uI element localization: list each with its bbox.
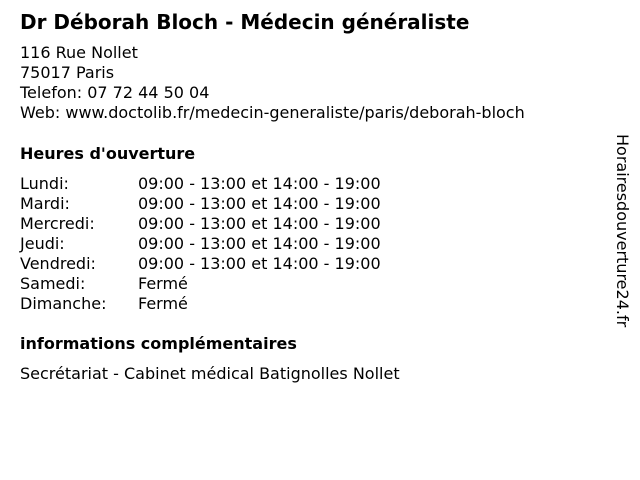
day-label: Samedi: <box>20 274 86 293</box>
day-label: Jeudi: <box>20 234 65 253</box>
day-label: Dimanche: <box>20 294 107 313</box>
additional-info-text: Secrétariat - Cabinet médical Batignolles Nollet <box>20 364 400 383</box>
hours-value: 09:00 - 13:00 et 14:00 - 19:00 <box>138 234 381 253</box>
website-link: Web: www.doctolib.fr/medecin-generaliste/paris/deborah-bloch <box>20 103 525 122</box>
opening-hours-heading: Heures d'ouverture <box>20 144 196 163</box>
day-label: Mercredi: <box>20 214 95 233</box>
brand-watermark: Horairesdouverture24.fr <box>613 134 632 328</box>
hours-value: 09:00 - 13:00 et 14:00 - 19:00 <box>138 254 381 273</box>
hours-value: Fermé <box>138 274 188 293</box>
hours-value: 09:00 - 13:00 et 14:00 - 19:00 <box>138 214 381 233</box>
street-address: 116 Rue Nollet <box>20 43 138 62</box>
city: 75017 Paris <box>20 63 115 82</box>
phone-number: Telefon: 07 72 44 50 04 <box>20 83 210 102</box>
contact-block <box>20 43 525 123</box>
hours-value: 09:00 - 13:00 et 14:00 - 19:00 <box>138 194 381 213</box>
day-label: Mardi: <box>20 194 70 213</box>
hours-value: Fermé <box>138 294 188 313</box>
day-label: Lundi: <box>20 174 69 193</box>
additional-info-heading: informations complémentaires <box>20 334 297 353</box>
hours-value: 09:00 - 13:00 et 14:00 - 19:00 <box>138 174 381 193</box>
page-title: Dr Déborah Bloch - Médecin généraliste <box>20 10 470 34</box>
day-label: Vendredi: <box>20 254 96 273</box>
